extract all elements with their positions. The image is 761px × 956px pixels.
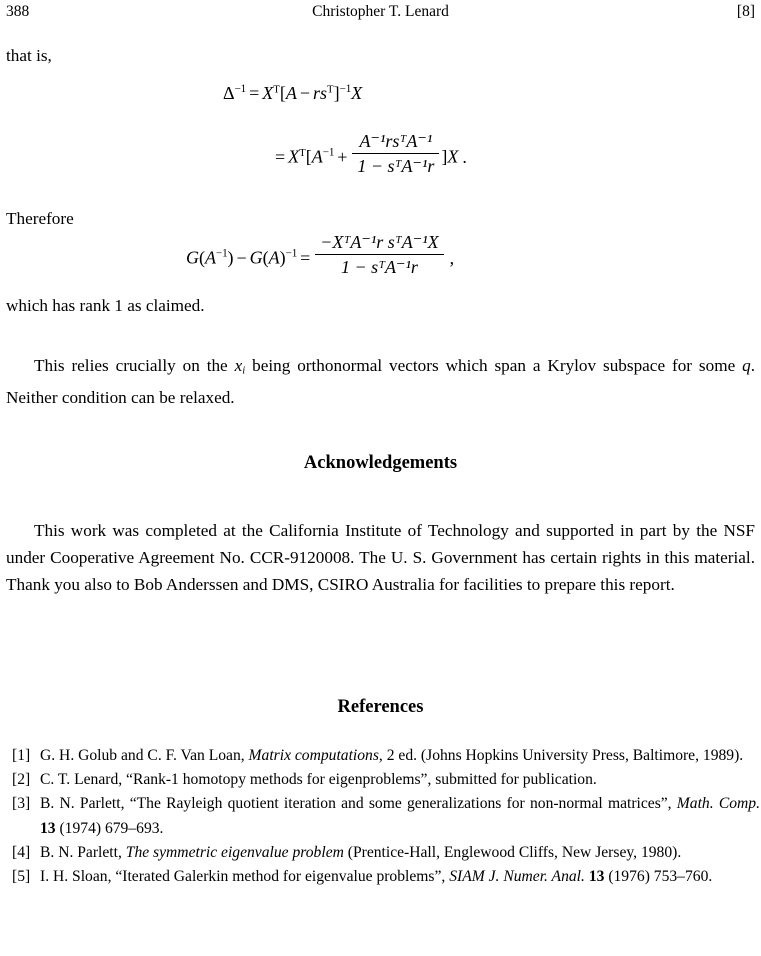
krylov-variable-x-subscript: i (242, 365, 246, 377)
reference-text-segment: 13 (40, 819, 56, 837)
eq1-a: A (285, 83, 297, 103)
eq1-inverse: −1 (339, 83, 352, 96)
eq2-bracket-close: ] (441, 146, 448, 167)
eq2-plus: + (337, 146, 348, 167)
eq1-r: r (312, 83, 320, 103)
running-head (6, 3, 755, 25)
eq3-paren-close: ) (227, 247, 234, 268)
reference-text-segment: Math. Comp. (676, 795, 760, 813)
eq2-x: X (288, 146, 300, 167)
eq1-delta-exponent: −1 (234, 83, 247, 96)
eq3-paren-open-2: ( (262, 247, 269, 268)
reference-text-segment: (1974) 679–693. (55, 819, 164, 837)
page-number: 388 (6, 3, 30, 20)
reference-text-segment: G. H. Golub and C. F. Van Loan, (40, 747, 249, 764)
reference-entry (12, 768, 760, 792)
reference-entry (12, 744, 760, 768)
issue-number: [8] (736, 3, 755, 20)
reference-text-segment: (Prentice-Hall, Englewood Cliffs, New Jersey, 1980). (343, 843, 682, 861)
eq3-g-2: G (249, 247, 263, 268)
eq3-numerator: −XᵀA⁻¹r sᵀA⁻¹X (315, 232, 443, 255)
eq3-a-inverse: −1 (216, 247, 228, 260)
eq1-transpose-2: T (327, 83, 334, 96)
eq1-transpose: T (273, 83, 280, 96)
eq3-equals: = (300, 247, 311, 268)
eq2-bracket-open: [ (305, 146, 312, 167)
acknowledgements-heading: Acknowledgements (303, 453, 458, 473)
eq1-delta: Δ (223, 83, 235, 103)
krylov-variable-x: x (234, 356, 243, 375)
eq3-g: G (186, 247, 199, 268)
eq1-bracket-close: ] (333, 83, 340, 103)
eq1-x: X (262, 83, 274, 103)
running-head-title: Christopher T. Lenard (312, 3, 449, 20)
krylov-text-post: . Neither condition can be relaxed. (6, 356, 755, 408)
acknowledgements-paragraph: This work was completed at the California Institute of Technology and supported in part by the NSF under Cooperative Agreement No. CCR-9120008. The U. S. Government has certain rights in this material. Thank you also to Bob Anderssen and DMS, CSIRO Australia for facilities to prepare this report. (6, 521, 755, 594)
eq3-fraction (315, 232, 443, 278)
eq1-s: s (320, 83, 328, 103)
krylov-text-pre: This relies crucially on the (34, 356, 235, 375)
eq1-bracket-open: [ (279, 83, 286, 103)
krylov-paragraph (6, 352, 755, 411)
eq1-x-trailing: X (351, 83, 363, 103)
krylov-text-mid: being orthonormal vectors which span a Krylov subspace for some (245, 356, 743, 375)
eq3-denominator: 1 − sᵀA⁻¹r (340, 257, 418, 277)
reference-text-segment: 13 (588, 868, 605, 886)
reference-text-segment: C. T. Lenard, “Rank-1 homotopy methods for eigenproblems”, submitted for publication. (40, 771, 597, 789)
eq2-x-trailing: X (447, 146, 459, 167)
eq2-fraction (352, 131, 439, 177)
rank-claim-line: which has rank 1 as claimed. (6, 296, 205, 315)
eq2-equals: = (275, 146, 286, 167)
krylov-variable-q: q (742, 356, 751, 375)
equation-delta-inverse-expanded (272, 131, 467, 177)
eq2-numerator: A⁻¹rsᵀA⁻¹ (352, 131, 439, 154)
reference-text-segment: , 2 ed. (Johns Hopkins University Press, Baltimore, 1989). (378, 747, 744, 764)
eq3-g-inverse: −1 (285, 247, 298, 260)
reference-number: [2] (12, 771, 31, 789)
reference-entry (12, 841, 760, 865)
lead-in-therefore: Therefore (6, 209, 74, 228)
reference-text-segment: (1976) 753–760. (604, 868, 713, 886)
eq2-a-inverse: −1 (322, 146, 335, 159)
reference-number: [5] (12, 868, 31, 886)
eq1-equals: = (249, 83, 260, 103)
equation-delta-inverse (223, 83, 362, 104)
reference-entry (12, 865, 760, 889)
reference-entry (12, 792, 760, 840)
reference-text-segment: The symmetric eigenvalue problem (125, 843, 344, 861)
reference-text-segment: B. N. Parlett, “The Rayleigh quotient iteration and some generalizations for non-normal matrices”, (40, 795, 677, 813)
reference-number: [4] (12, 843, 31, 861)
reference-text-segment: Matrix computations (248, 747, 379, 764)
eq3-minus: − (236, 247, 247, 268)
eq3-comma: , (449, 247, 455, 268)
eq3-a-2: A (268, 247, 280, 268)
references-heading: References (337, 697, 424, 717)
reference-text-segment: I. H. Sloan, “Iterated Galerkin method for eigenvalue problems”, (40, 868, 450, 886)
eq3-paren-close-2: ) (279, 247, 286, 268)
lead-in-that-is: that is, (6, 46, 52, 65)
reference-text-segment: SIAM J. Numer. Anal. (449, 868, 585, 886)
eq3-paren-open: ( (199, 247, 205, 268)
reference-number: [1] (12, 747, 31, 764)
eq2-a: A (311, 146, 323, 167)
eq2-period: . (462, 146, 467, 167)
eq1-minus: − (299, 83, 310, 103)
eq2-transpose: T (299, 147, 306, 160)
eq3-a: A (205, 247, 216, 268)
equation-g-difference (186, 232, 454, 278)
eq2-denominator: 1 − sᵀA⁻¹r (357, 156, 435, 176)
reference-text-segment: B. N. Parlett, (40, 843, 126, 861)
references-list (12, 744, 760, 889)
reference-number: [3] (12, 795, 31, 813)
